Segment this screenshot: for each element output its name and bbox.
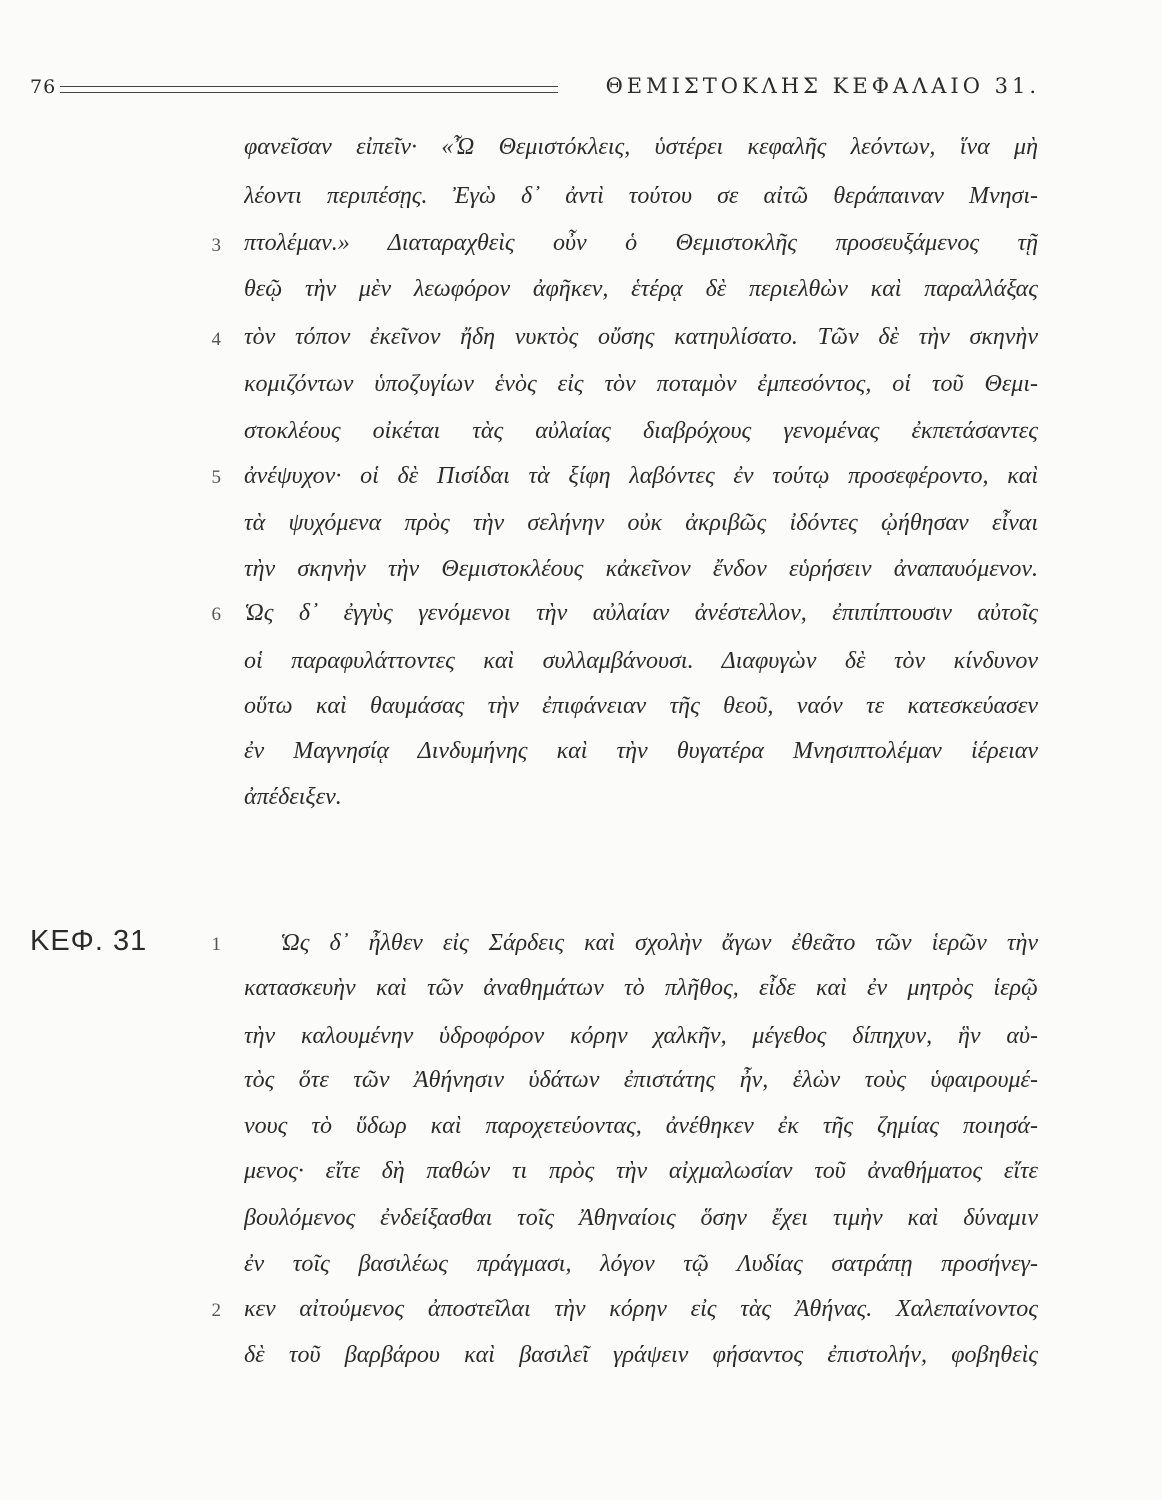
text-line: κομιζόντων ὑποζυγίων ἑνὸς εἰς τὸν ποταμὸν ἐμπεσόντος, οἱ τοῦ Θεμι-	[244, 371, 1038, 397]
text-line: τὴν σκηνὴν τὴν Θεμιστοκλέους κἀκεῖνον ἔνδον εὑρήσειν ἀναπαυόμενον.	[244, 556, 1038, 582]
text-line: ἐν τοῖς βασιλέως πράγμασι, λόγον τῷ Λυδίας σατράπῃ προσήνεγ-	[244, 1251, 1038, 1277]
text-line: ἀνέψυχον· οἱ δὲ Πισίδαι τὰ ξίφη λαβόντες ἐν τούτῳ προσεφέροντο, καὶ	[244, 463, 1038, 489]
header-rule	[60, 86, 558, 87]
text-line: τὸν τόπον ἐκεῖνον ἤδη νυκτὸς οὔσης κατηυλίσατο. Τῶν δὲ τὴν σκηνὴν	[244, 324, 1038, 350]
running-title: ΘΕΜΙΣΤΟΚΛΗΣ ΚΕΦΑΛΑΙΟ 31.	[605, 74, 1040, 98]
text-line: νους τὸ ὕδωρ καὶ παροχετεύοντας, ἀνέθηκεν ἐκ τῆς ζημίας ποιησά-	[244, 1113, 1038, 1139]
text-line: τὸς ὅτε τῶν Ἀθήνησιν ὑδάτων ἐπιστάτης ἦν, ἑλὼν τοὺς ὑφαιρουμέ-	[244, 1067, 1038, 1093]
page-number: 76	[30, 76, 57, 98]
text-line: θεῷ τὴν μὲν λεωφόρον ἀφῆκεν, ἑτέρᾳ δὲ περιελθὼν καὶ παραλλάξας	[244, 276, 1038, 302]
chapter-label: ΚΕΦ. 31	[30, 925, 148, 957]
text-line: φανεῖσαν εἰπεῖν· «Ὦ Θεμιστόκλεις, ὑστέρει κεφαλῆς λεόντων, ἵνα μὴ	[244, 134, 1038, 160]
text-line: βουλόμενος ἐνδείξασθαι τοῖς Ἀθηναίοις ὅσην ἔχει τιμὴν καὶ δύναμιν	[244, 1205, 1038, 1231]
text-line: κεν αἰτούμενος ἀποστεῖλαι τὴν κόρην εἰς τὰς Ἀθήνας. Χαλεπαίνοντος	[244, 1296, 1038, 1322]
text-line: πτολέμαν.» Διαταραχθεὶς οὖν ὁ Θεμιστοκλῆς προσευξάμενος τῇ	[244, 230, 1038, 256]
header-rule	[60, 92, 558, 93]
text-line: τὴν καλουμένην ὑδροφόρον κόρην χαλκῆν, μέγεθος δίπηχυν, ἣν αὐ-	[244, 1023, 1038, 1049]
text-line: Ὡς δ᾽ ἐγγὺς γενόμενοι τὴν αὐλαίαν ἀνέστελλον, ἐπιπίπτουσιν αὐτοῖς	[244, 600, 1038, 626]
line-number: 1	[211, 934, 221, 955]
line-number: 6	[211, 604, 221, 625]
line-number: 4	[211, 329, 221, 350]
text-line: στοκλέους οἰκέται τὰς αὐλαίας διαβρόχους γενομένας ἐκπετάσαντες	[244, 418, 1038, 444]
text-line: οἱ παραφυλάττοντες καὶ συλλαμβάνουσι. Διαφυγὼν δὲ τὸν κίνδυνον	[244, 648, 1038, 674]
text-line: ἐν Μαγνησίᾳ Δινδυμήνης καὶ τὴν θυγατέρα Μνησιπτολέμαν ἱέρειαν	[244, 738, 1038, 764]
text-line: Ὡς δ᾽ ἦλθεν εἰς Σάρδεις καὶ σχολὴν ἄγων ἐθεᾶτο τῶν ἱερῶν τὴν	[280, 930, 1038, 956]
text-line: μενος· εἴτε δὴ παθών τι πρὸς τὴν αἰχμαλωσίαν τοῦ ἀναθήματος εἴτε	[244, 1158, 1038, 1184]
line-number: 3	[211, 235, 221, 256]
line-number: 5	[211, 467, 221, 488]
text-line: ἀπέδειξεν.	[244, 784, 342, 810]
text-line: οὕτω καὶ θαυμάσας τὴν ἐπιφάνειαν τῆς θεοῦ, ναόν τε κατεσκεύασεν	[244, 693, 1038, 719]
text-line: λέοντι περιπέσῃς. Ἐγὼ δ᾽ ἀντὶ τούτου σε αἰτῶ θεράπαιναν Μνησι-	[244, 183, 1038, 209]
page-header	[30, 72, 1040, 106]
text-line: τὰ ψυχόμενα πρὸς τὴν σελήνην οὐκ ἀκριβῶς ἰδόντες ᾠήθησαν εἶναι	[244, 510, 1038, 536]
text-line: κατασκευὴν καὶ τῶν ἀναθημάτων τὸ πλῆθος, εἶδε καὶ ἐν μητρὸς ἱερῷ	[244, 975, 1038, 1001]
text-line: δὲ τοῦ βαρβάρου καὶ βασιλεῖ γράψειν φήσαντος ἐπιστολήν, φοβηθεὶς	[244, 1342, 1038, 1368]
line-number: 2	[211, 1300, 221, 1321]
